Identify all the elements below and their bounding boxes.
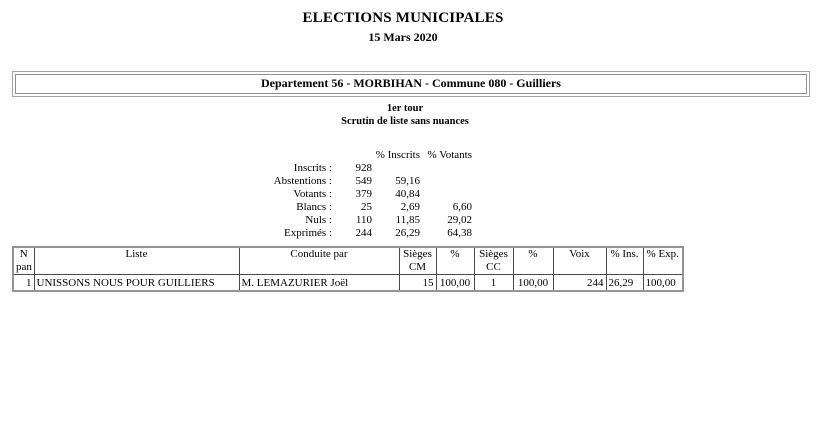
stats-row-inscrits [268,162,472,175]
cell-pct-cc: 100,00 [513,275,553,292]
cell-sieges-cc: 1 [474,275,513,292]
cell-pct-cm: 100,00 [436,275,474,292]
col-header-sieges-cm [399,247,436,275]
stat-label: Exprimés : [284,227,332,239]
stat-value: 244 [355,227,372,239]
stat-pct-inscrits: 26,29 [395,227,420,239]
stats-row-votants [268,188,472,201]
cell-sieges-cm: 15 [399,275,436,292]
col-header-pct-ins: % Ins. [606,247,643,275]
stats-header-pct-inscrits: % Inscrits [375,149,420,161]
stat-pct-votants [420,188,472,201]
stat-value: 110 [355,214,372,226]
col-header-num [13,247,34,275]
cell-conduite: M. LEMAZURIER Joël [239,275,399,292]
results-table [12,246,684,292]
stats-header-empty [332,149,372,162]
cell-num: 1 [13,275,34,292]
title-block [0,10,806,45]
stat-pct-inscrits [372,162,420,175]
page-title: ELECTIONS MUNICIPALES [302,10,504,26]
col-header-sieges-cc-line1: Sièges [479,248,508,260]
stat-label: Nuls : [305,214,332,226]
col-header-sieges-cm-line2: CM [408,261,427,273]
stat-pct-votants: 6,60 [452,201,472,213]
stat-label: Abstentions : [273,175,332,187]
round-block [0,102,810,128]
stat-label: Inscrits : [293,162,332,174]
cell-liste: UNISSONS NOUS POUR GUILLIERS [34,275,239,292]
col-header-pct-cm: % [436,247,474,275]
col-header-sieges-cc-line2: CC [486,261,501,273]
participation-stats-table [268,149,472,240]
election-date: 15 Mars 2020 [368,30,438,44]
stat-value: 379 [355,188,372,200]
stat-pct-votants [420,175,472,188]
stat-pct-inscrits: 2,69 [400,201,420,213]
col-header-liste: Liste [34,247,239,275]
stats-row-abstentions [268,175,472,188]
cell-pct-exp: 100,00 [643,275,683,292]
col-header-pct-cc: % [513,247,553,275]
stat-pct-inscrits: 59,16 [395,175,420,187]
department-box-text: Departement 56 - MORBIHAN - Commune 080 - Guilliers [15,74,807,94]
col-header-pct-exp: % Exp. [643,247,683,275]
col-header-sieges-cm-line1: Sièges [403,248,432,260]
stat-pct-votants [420,162,472,175]
stats-header-row [268,149,472,162]
round-line: 1er tour [386,103,424,114]
stats-row-exprimes [268,227,472,240]
stats-row-nuls [268,214,472,227]
stat-pct-inscrits: 11,85 [395,214,420,226]
stat-value: 549 [355,175,372,187]
stat-label: Votants : [293,188,332,200]
results-row [13,275,683,292]
stats-row-blancs [268,201,472,214]
col-header-conduite: Conduite par [239,247,399,275]
stat-value: 25 [361,201,372,213]
department-box [12,71,810,97]
scrutin-line: Scrutin de liste sans nuances [341,116,469,127]
col-header-num-line1: N [19,248,28,260]
col-header-voix: Voix [553,247,606,275]
stats-header-pct-votants: % Votants [427,149,472,161]
stat-label: Blancs : [296,201,332,213]
col-header-sieges-cc [474,247,513,275]
cell-pct-ins: 26,29 [606,275,643,292]
stat-pct-inscrits: 40,84 [395,188,420,200]
stat-pct-votants: 29,02 [447,214,472,226]
results-header-row [13,247,683,275]
stat-value: 928 [355,162,372,174]
col-header-num-line2: pan [16,261,32,273]
stat-pct-votants: 64,38 [447,227,472,239]
stats-header-empty [268,149,332,162]
cell-voix: 244 [553,275,606,292]
